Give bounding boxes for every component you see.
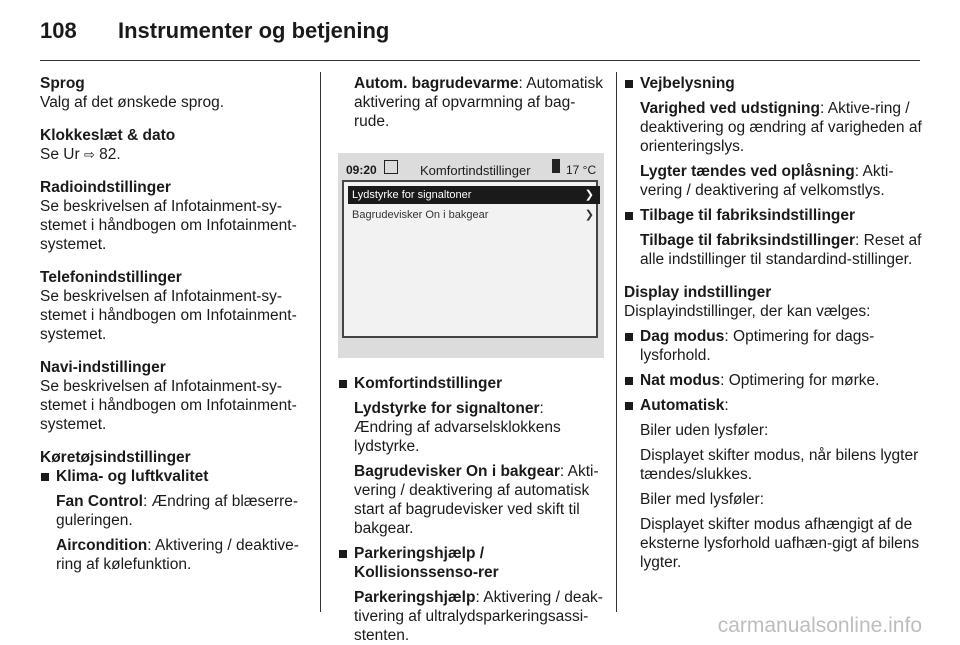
list-item-vej: Vejbelysning Varighed ved udstigning: Aktive-ring / deaktivering og ændring af varigheden af orienteringslys. Lygter tændes ved oplåsning: Akti-vering / deaktivering af velkomstlys. — [624, 74, 924, 200]
heading-display: Display indstillinger — [624, 284, 772, 301]
para-auto-2: Displayet skifter modus, når bilens lygter tændes/slukkes. — [640, 447, 919, 483]
display-screenshot — [338, 153, 604, 358]
text-radio: Se beskrivelsen af Infotainment-sy-stemet i håndbogen om Infotainment-systemet. — [40, 198, 297, 253]
bullet-icon — [625, 402, 633, 410]
heading-radio: Radioindstillinger — [40, 179, 171, 196]
bullet-icon — [625, 80, 633, 88]
column-3 — [624, 74, 924, 572]
para-auto-3: Biler med lysføler: — [640, 491, 765, 508]
page-header — [40, 14, 920, 54]
section-radio — [40, 178, 305, 254]
heading-telefon: Telefonindstillinger — [40, 269, 182, 286]
bullet-icon — [625, 377, 633, 385]
para-bag: Bagrudevisker On i bakgear: Akti-vering / deaktivering af automatisk start af bagrudevisker ved skift til bakgear. — [354, 463, 599, 537]
section-sprog — [40, 74, 305, 112]
section-telefon — [40, 268, 305, 344]
heading-sprog: Sprog — [40, 75, 85, 92]
bullet-icon — [339, 380, 347, 388]
screen-time: 09:20 — [346, 163, 377, 177]
text-navi: Se beskrivelsen af Infotainment-sy-stemet i håndbogen om Infotainment-systemet. — [40, 378, 297, 433]
section-display — [624, 283, 924, 321]
list-item-klima: Klima- og luftkvalitet Fan Control: Ændring af blæserre-guleringen. Aircondition: Aktivering / deaktive-ring af kølefunktion. — [40, 467, 305, 574]
section-klokke — [40, 126, 305, 164]
screen-temp: 17 °C — [566, 163, 597, 177]
settings-icon — [384, 160, 398, 174]
screen-title: Komfortindstillinger — [420, 163, 531, 178]
para-auto-4: Displayet skifter modus afhængigt af de eksterne lysforhold uafhæn-gigt af bilens lygter. — [640, 516, 920, 571]
list-item-dag: Dag modus: Optimering for dags-lysforhold. — [624, 327, 924, 365]
list-item-komfort: Komfortindstillinger Lydstyrke for signaltoner: Ændring af advarselsklokkens lydstyrke. Bagrudevisker On i bakgear: Akti-vering / deaktivering af automatisk start af bagrudevisker ved skift til bakgear. — [338, 374, 604, 538]
para-auto-1: Biler uden lysføler: — [640, 422, 769, 439]
para-fan: Fan Control: Ændring af blæserre-guleringen. — [56, 493, 299, 529]
screen-frame — [342, 180, 598, 338]
watermark: carmanualsonline.info — [717, 614, 922, 637]
list-item-nat: Nat modus: Optimering for mørke. — [624, 371, 924, 390]
heading-koeretoej: Køretøjsindstillinger — [40, 449, 191, 466]
list-item-fab: Tilbage til fabriksindstillinger Tilbage til fabriksindstillinger: Reset af alle indstillinger til standardind-stillinger. — [624, 206, 924, 269]
header-rule — [40, 60, 920, 61]
column-divider-1 — [320, 72, 321, 612]
screen-menu-item-2: Bagrudevisker On i bakgear ❯ — [348, 206, 600, 224]
column-2 — [338, 74, 604, 645]
heading-navi: Navi-indstillinger — [40, 359, 166, 376]
para-park: Parkeringshjælp: Aktivering / deak-tivering af ultralydsparkeringsassi-stenten. — [354, 589, 603, 644]
para-lyg: Lygter tændes ved oplåsning: Akti-vering / deaktivering af velkomstlys. — [640, 163, 894, 199]
section-koeretoej — [40, 448, 305, 574]
para-air: Aircondition: Aktivering / deaktive-ring af kølefunktion. — [56, 537, 299, 573]
list-item-auto: Automatisk: Biler uden lysføler: Displayet skifter modus, når bilens lygter tændes/slukkes. Biler med lysføler: Displayet skifter modus afhængigt af de eksterne lysforhold uafhæn-gigt af bilens lygter. — [624, 396, 924, 572]
para-lyd: Lydstyrke for signaltoner: Ændring af advarselsklokkens lydstyrke. — [354, 400, 561, 455]
column-divider-2 — [616, 72, 617, 612]
text-display: Displayindstillinger, der kan vælges: — [624, 303, 871, 320]
chevron-right-icon: ❯ — [584, 189, 594, 201]
column-1 — [40, 74, 305, 588]
page-title: Instrumenter og betjening — [118, 18, 390, 43]
heading-klokke: Klokkeslæt & dato — [40, 127, 176, 144]
screen-menu-item-1: Lydstyrke for signaltoner ❯ — [348, 186, 600, 204]
screen-topbar — [342, 157, 598, 179]
thermometer-icon — [552, 159, 560, 173]
para-fab: Tilbage til fabriksindstillinger: Reset af alle indstillinger til standardind-stillinger. — [640, 232, 922, 268]
bullet-icon — [41, 473, 49, 481]
page-ref-arrow-icon: ⇨ — [83, 147, 95, 162]
para-var: Varighed ved udstigning: Aktive-ring / deaktivering og ændring af varigheden af orienteringslys. — [640, 100, 922, 155]
page-ref[interactable]: 82. — [99, 146, 121, 163]
text-sprog: Valg af det ønskede sprog. — [40, 94, 225, 111]
bullet-icon — [339, 550, 347, 558]
text-telefon: Se beskrivelsen af Infotainment-sy-stemet i håndbogen om Infotainment-systemet. — [40, 288, 297, 343]
bullet-icon — [625, 333, 633, 341]
list-item-park: Parkeringshjælp / Kollisionssenso-rer Parkeringshjælp: Aktivering / deak-tivering af ultralydsparkeringsassi-stenten. — [338, 544, 604, 645]
para-autom: Autom. bagrudevarme: Automatisk aktivering af opvarmning af bag-rude. — [354, 75, 603, 130]
page-number: 108 — [40, 18, 77, 43]
text-klokke: Se Ur ⇨ 82. — [40, 146, 121, 163]
bullet-icon — [625, 212, 633, 220]
chevron-right-icon: ❯ — [584, 209, 594, 221]
section-navi — [40, 358, 305, 434]
